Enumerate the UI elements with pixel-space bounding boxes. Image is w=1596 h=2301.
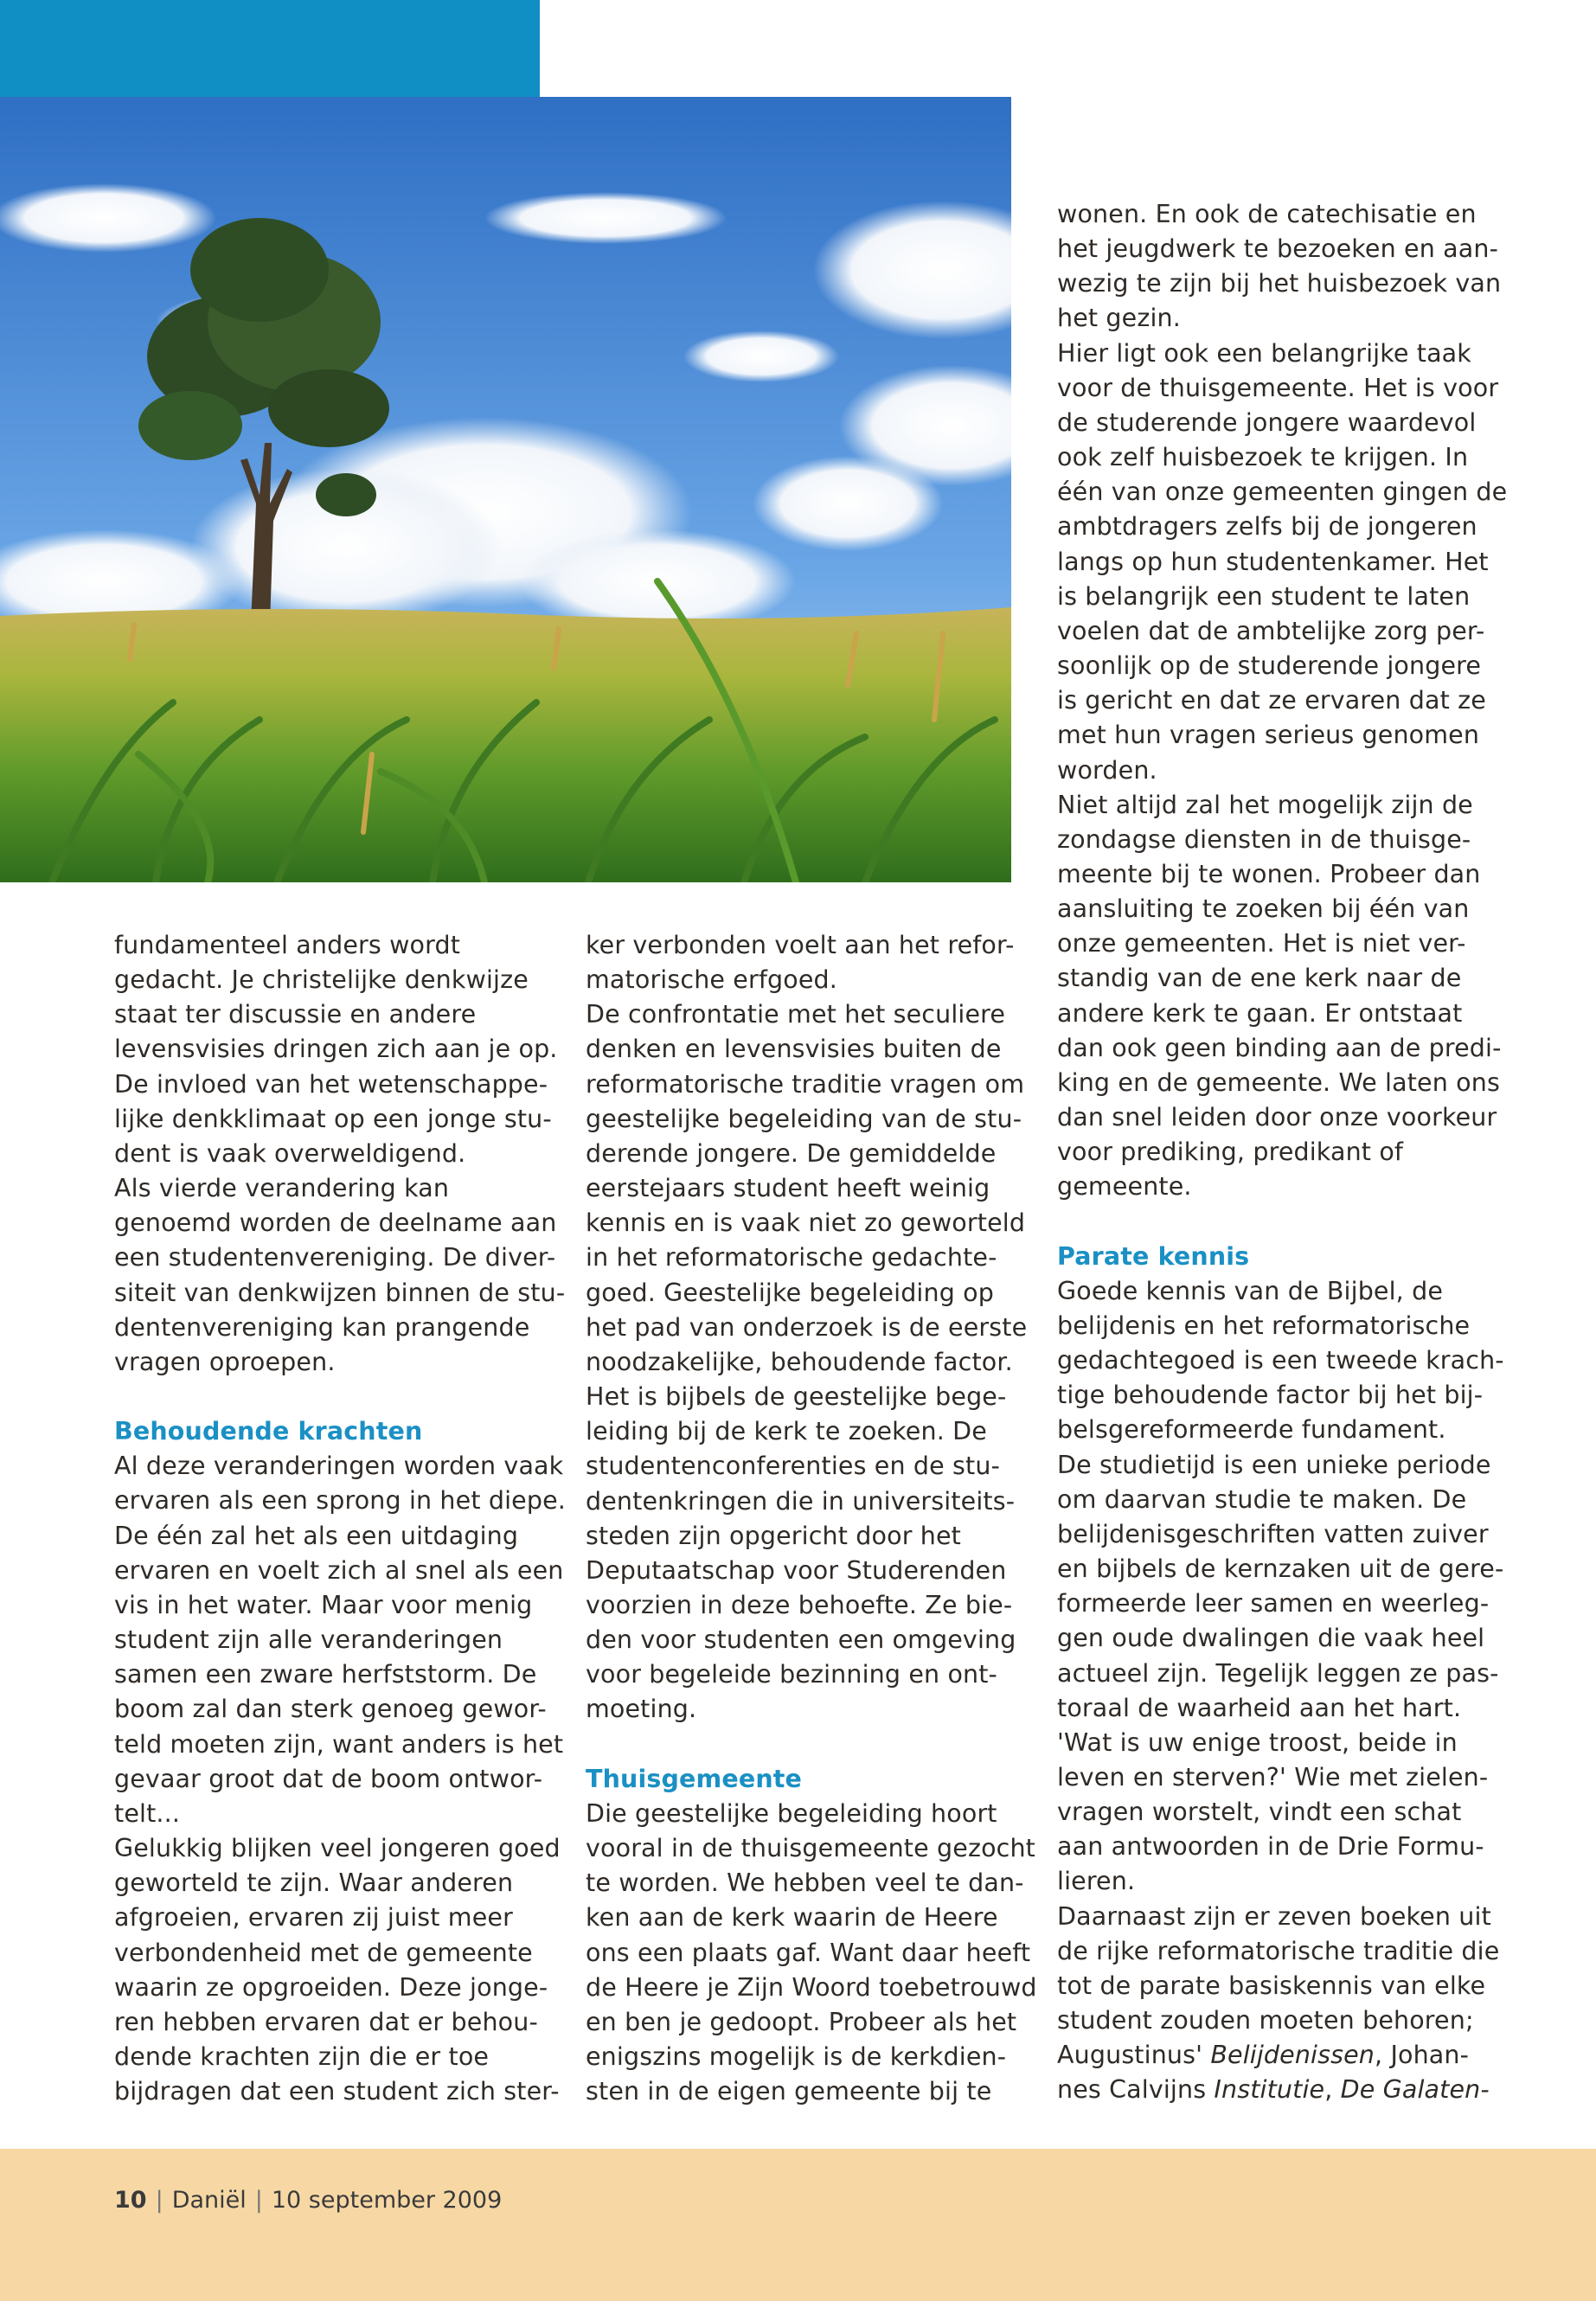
text-line: denken en levensvisies buiten de: [586, 1035, 1002, 1064]
footer-separator: |: [254, 2187, 263, 2214]
text-line: gevaar groot dat de boom ontwor-: [114, 1764, 543, 1793]
text-line: is belangrijk een student te laten: [1057, 581, 1471, 611]
text-line: Het is bijbels de geestelijke bege-: [586, 1382, 1007, 1412]
text-line: andere kerk te gaan. Er ontstaat: [1057, 998, 1463, 1028]
text-line: voor begeleide bezinning en ont-: [586, 1660, 997, 1689]
text-line: leiding bij de kerk te zoeken. De: [586, 1417, 987, 1446]
text-line: samen een zware herfststorm. De: [114, 1660, 537, 1689]
text-line: noodzakelijke, behoudende factor.: [586, 1347, 1013, 1376]
text-line-mixed: Augustinus' Belijdenissen, Johan-: [1057, 2041, 1470, 2070]
text-line: gedacht. Je christelijke denkwijze: [114, 965, 529, 995]
text-line: leven en sterven?' Wie met zielen-: [1057, 1763, 1489, 1792]
text-line: siteit van denkwijzen binnen de stu-: [114, 1278, 566, 1307]
text-line: aan antwoorden in de Drie Formu-: [1057, 1832, 1484, 1862]
text-line: Daarnaast zijn er zeven boeken uit: [1057, 1901, 1491, 1931]
text-line: student zijn alle veranderingen: [114, 1625, 503, 1655]
text-line: ken aan de kerk waarin de Heere: [586, 1903, 998, 1932]
text-line: formeerde leer samen en weerleg-: [1057, 1589, 1490, 1618]
text-line: Niet altijd zal het mogelijk zijn de: [1057, 790, 1473, 819]
text-line: kennis en is vaak niet zo geworteld: [586, 1208, 1026, 1238]
text-line: geestelijke begeleiding van de stu-: [586, 1104, 1022, 1133]
footer-separator: |: [155, 2187, 163, 2214]
text-line: dentenvereniging kan prangende: [114, 1312, 530, 1342]
text-line: teld moeten zijn, want anders is het: [114, 1729, 564, 1759]
text-line: ren hebben ervaren dat er behou-: [114, 2007, 538, 2036]
text-line: belijdenis en het reformatorische: [1057, 1311, 1471, 1340]
text-line: en ben je gedoopt. Probeer als het: [586, 2007, 1017, 2036]
text-line: het pad van onderzoek is de eerste: [586, 1312, 1028, 1342]
text-line: de studerende jongere waardevol: [1057, 407, 1477, 437]
text-line: dende krachten zijn die er toe: [114, 2041, 490, 2071]
text-line: Hier ligt ook een belangrijke taak: [1057, 338, 1471, 368]
text-line: soonlijk op de studerende jongere: [1057, 651, 1482, 681]
text-line: met hun vragen serieus genomen: [1057, 721, 1480, 750]
text-line: gedachtegoed is een tweede krach-: [1057, 1346, 1504, 1375]
text-line: bijdragen dat een student zich ster-: [114, 2077, 560, 2106]
text-line: wezig te zijn bij het huisbezoek van: [1057, 269, 1502, 298]
text-line: Als vierde verandering kan: [114, 1174, 450, 1203]
text-line: boom zal dan sterk genoeg gewor-: [114, 1695, 547, 1724]
text-line: sten in de eigen gemeente bij te: [586, 2077, 992, 2106]
text-line: is gericht en dat ze ervaren dat ze: [1057, 686, 1486, 715]
text-line: voorzien in deze behoefte. Ze bie-: [586, 1590, 1013, 1619]
text-line: staat ter discussie en andere: [114, 1000, 477, 1029]
text-line: de rijke reformatorische traditie die: [1057, 1936, 1500, 1965]
text-line: ambtdragers zelfs bij de jongeren: [1057, 512, 1477, 542]
column-3-paragraphs: [1057, 197, 1508, 1205]
footer-info: [114, 2185, 502, 2216]
text-line: studentenconferenties en de stu-: [586, 1452, 1001, 1481]
text-line: matorische erfgoed.: [586, 965, 837, 995]
text-line: dentenkringen die in universiteits-: [586, 1486, 1016, 1516]
text-line: in het reformatorische gedachte-: [586, 1243, 997, 1272]
text-line: zondagse diensten in de thuisge-: [1057, 824, 1471, 854]
heading-thuisgemeente: Thuisgemeente: [586, 1764, 803, 1793]
text-line: worden.: [1057, 755, 1157, 785]
footer-bar: [0, 2149, 1596, 2301]
text-line: lijke denkklimaat op een jonge stu-: [114, 1104, 552, 1133]
publication-name: Daniël: [171, 2187, 247, 2214]
text-line: en bijbels de kernzaken uit de gere-: [1057, 1554, 1504, 1584]
text-line: Al deze veranderingen worden vaak: [114, 1452, 564, 1481]
text-line: het gezin.: [1057, 304, 1181, 333]
text-line: moeting.: [586, 1695, 697, 1724]
text-line: vis in het water. Maar voor menig: [114, 1590, 533, 1619]
text-line: 'Wat is uw enige troost, beide in: [1057, 1727, 1458, 1757]
text-line: eerstejaars student heeft weinig: [586, 1174, 990, 1203]
text-column-3: [1057, 197, 1508, 2108]
text-line: langs op hun studentenkamer. Het: [1057, 547, 1489, 576]
column-2-paragraphs-2: [586, 1797, 1037, 2109]
text-line: tige behoudende factor bij het bij-: [1057, 1381, 1484, 1410]
text-line: standig van de ene kerk naar de: [1057, 964, 1462, 993]
paragraph-gap: [114, 1380, 547, 1414]
text-line: derende jongere. De gemiddelde: [586, 1138, 997, 1168]
column-1-paragraphs: [114, 928, 566, 1380]
text-line: enigszins mogelijk is de kerkdien-: [586, 2041, 1007, 2071]
text-column-1: [114, 928, 566, 2109]
text-line: ook zelf huisbezoek te krijgen. In: [1057, 443, 1469, 472]
heading-behoudende-krachten: Behoudende krachten: [114, 1417, 423, 1446]
text-line: vragen worstelt, vindt een schat: [1057, 1798, 1462, 1827]
publication-date: 10 september 2009: [271, 2187, 503, 2214]
text-line: verbondenheid met de gemeente: [114, 1938, 533, 1967]
text-line: belsgereformeerde fundament.: [1057, 1415, 1446, 1445]
text-line: De confrontatie met het seculiere: [586, 1000, 1006, 1029]
text-line: Goede kennis van de Bijbel, de: [1057, 1276, 1444, 1305]
text-line: meente bij te wonen. Probeer dan: [1057, 859, 1481, 888]
text-line: het jeugdwerk te bezoeken en aan-: [1057, 234, 1499, 264]
text-line: wonen. En ook de catechisatie en: [1057, 200, 1477, 228]
text-column-2: [586, 928, 1037, 2109]
text-line: voor de thuisgemeente. Het is voor: [1057, 373, 1499, 402]
text-line: telt...: [114, 1798, 181, 1828]
text-line: actueel zijn. Tegelijk leggen ze pas-: [1057, 1658, 1499, 1688]
text-line: geworteld te zijn. Waar anderen: [114, 1868, 514, 1898]
text-line: goed. Geestelijke begeleiding op: [586, 1278, 994, 1307]
text-line: tot de parate basiskennis van elke: [1057, 1971, 1486, 2000]
text-line: reformatorische traditie vragen om: [586, 1069, 1025, 1099]
text-line-mixed: nes Calvijns Institutie, De Galaten-: [1057, 2075, 1490, 2105]
text-line: gen oude dwalingen die vaak heel: [1057, 1624, 1485, 1653]
text-line: afgroeien, ervaren zij juist meer: [114, 1903, 513, 1932]
heading-parate-kennis: Parate kennis: [1057, 1241, 1250, 1271]
text-line: de Heere je Zijn Woord toebetrouwd: [586, 1972, 1037, 2002]
text-line: ker verbonden voelt aan het refor-: [586, 931, 1015, 959]
text-line: belijdenisgeschriften vatten zuiver: [1057, 1519, 1489, 1548]
text-line: Deputaatschap voor Studerenden: [586, 1555, 1007, 1585]
text-line: fundamenteel anders wordt: [114, 931, 461, 959]
text-line: een studentenvereniging. De diver-: [114, 1243, 556, 1272]
text-line: steden zijn opgericht door het: [586, 1521, 961, 1550]
text-line: genoemd worden de deelname aan: [114, 1208, 557, 1238]
text-line: ons een plaats gaf. Want daar heeft: [586, 1938, 1031, 1967]
text-line: dan snel leiden door onze voorkeur: [1057, 1103, 1497, 1132]
photo-illustration: [0, 97, 1011, 882]
text-line: ervaren en voelt zich al snel als een: [114, 1555, 564, 1585]
text-line: lieren.: [1057, 1867, 1136, 1896]
text-line: Gelukkig blijken veel jongeren goed: [114, 1834, 561, 1863]
text-line: één van onze gemeenten gingen de: [1057, 478, 1508, 507]
text-line: vragen oproepen.: [114, 1347, 336, 1376]
paragraph-gap: [586, 1727, 1018, 1762]
text-line: vooral in de thuisgemeente gezocht: [586, 1834, 1036, 1863]
text-line: levensvisies dringen zich aan je op.: [114, 1035, 558, 1064]
top-accent-bar: [0, 0, 540, 97]
text-line: om daarvan studie te maken. De: [1057, 1484, 1467, 1514]
text-line: ervaren als een sprong in het diepe.: [114, 1486, 566, 1516]
text-line: voelen dat de ambtelijke zorg per-: [1057, 616, 1485, 645]
column-2-paragraphs: [586, 928, 1028, 1727]
text-line: dent is vaak overweldigend.: [114, 1138, 466, 1168]
text-line: te worden. We hebben veel te dan-: [586, 1868, 1024, 1898]
text-line: waarin ze opgroeiden. Deze jonge-: [114, 1972, 548, 2002]
text-line: De studietijd is een unieke periode: [1057, 1450, 1491, 1479]
text-line: De invloed van het wetenschappe-: [114, 1069, 548, 1099]
text-line: onze gemeenten. Het is niet ver-: [1057, 929, 1466, 958]
column-1-paragraphs-2: [114, 1449, 566, 2109]
column-3-paragraphs-2: [1057, 1274, 1504, 2038]
text-line: toraal de waarheid aan het hart.: [1057, 1693, 1462, 1722]
paragraph-gap: [1057, 1205, 1490, 1240]
text-line: gemeente.: [1057, 1172, 1192, 1202]
text-line: dan ook geen binding aan de predi-: [1057, 1033, 1502, 1062]
page-number: 10: [114, 2187, 147, 2214]
field-landscape-photo: [0, 97, 1011, 882]
text-line: student zouden moeten behoren;: [1057, 2006, 1474, 2035]
text-line: Die geestelijke begeleiding hoort: [586, 1798, 997, 1828]
text-line: aansluiting te zoeken bij één van: [1057, 894, 1470, 924]
text-line: king en de gemeente. We laten ons: [1057, 1067, 1500, 1097]
text-line: den voor studenten een omgeving: [586, 1625, 1016, 1655]
text-line: De één zal het als een uitdaging: [114, 1521, 519, 1550]
text-line: voor prediking, predikant of: [1057, 1138, 1404, 1167]
